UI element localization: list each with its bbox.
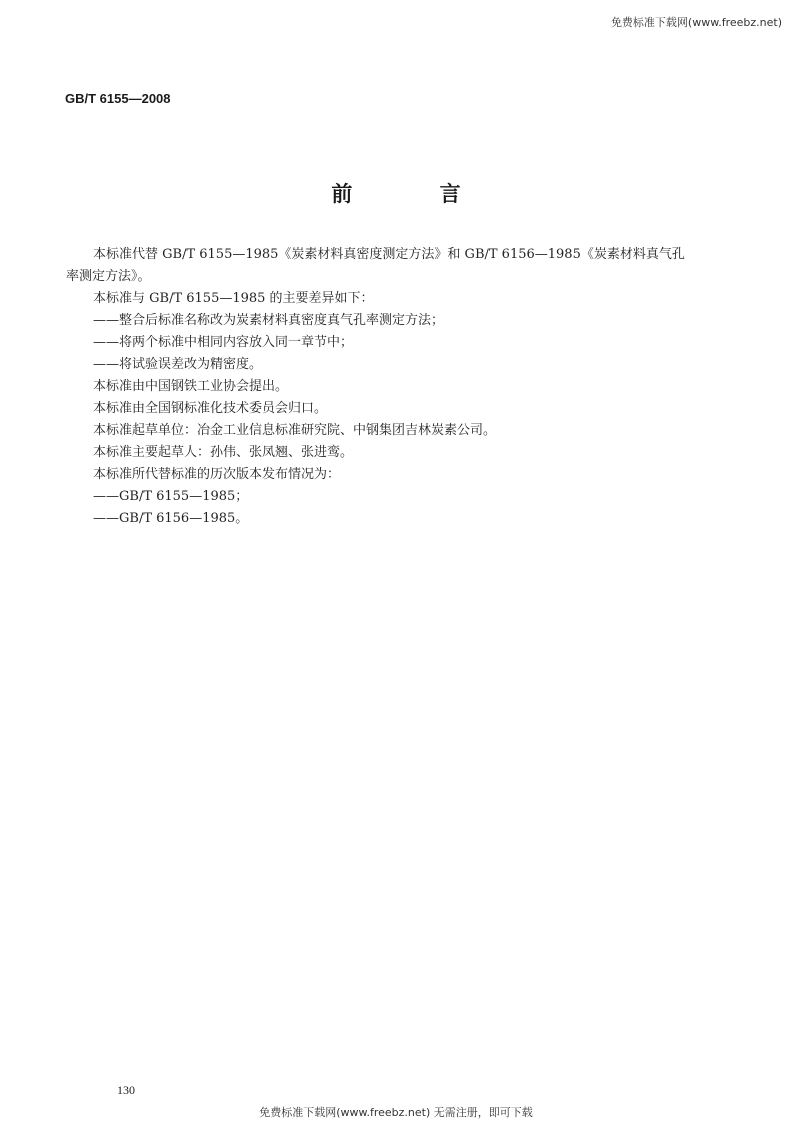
list-item-history-2: ——GB/T 6156—1985。 xyxy=(93,511,249,526)
page-number: 130 xyxy=(117,1083,135,1097)
paragraph-drafting-units: 本标准起草单位：冶金工业信息标准研究院、中钢集团吉林炭素公司。 xyxy=(93,423,497,438)
paragraph-replacement-line-2: 率测定方法》。 xyxy=(66,269,151,284)
paragraph-proposed-by: 本标准由中国钢铁工业协会提出。 xyxy=(93,379,289,394)
paragraph-drafters: 本标准主要起草人：孙伟、张凤翘、张进鸾。 xyxy=(93,445,354,460)
paragraph-managed-by: 本标准由全国钢标准化技术委员会归口。 xyxy=(93,401,328,416)
paragraph-differences-intro: 本标准与 GB/T 6155—1985 的主要差异如下： xyxy=(93,291,374,306)
list-item-difference-2: ——将两个标准中相同内容放入同一章节中； xyxy=(93,335,354,350)
paragraph-replacement xyxy=(66,244,713,288)
list-item-history-1: ——GB/T 6155—1985； xyxy=(93,489,249,504)
watermark-top: 免费标准下载网(www.freebz.net) xyxy=(610,16,782,29)
paragraph-replacement-line-1: 本标准代替 GB/T 6155—1985《炭素材料真密度测定方法》和 GB/T 6156—1985《炭素材料真气孔 xyxy=(93,247,685,262)
watermark-bottom: 免费标准下载网(www.freebz.net) 无需注册，即可下载 xyxy=(259,1106,533,1119)
document-body xyxy=(66,244,713,530)
list-item-difference-3: ——将试验误差改为精密度。 xyxy=(93,357,263,372)
list-item-difference-1: ——整合后标准名称改为炭素材料真密度真气孔率测定方法； xyxy=(93,313,445,328)
document-code: GB/T 6155—2008 xyxy=(65,91,171,106)
page-title: 前 言 xyxy=(331,182,501,206)
paragraph-history-intro: 本标准所代替标准的历次版本发布情况为： xyxy=(93,467,341,482)
